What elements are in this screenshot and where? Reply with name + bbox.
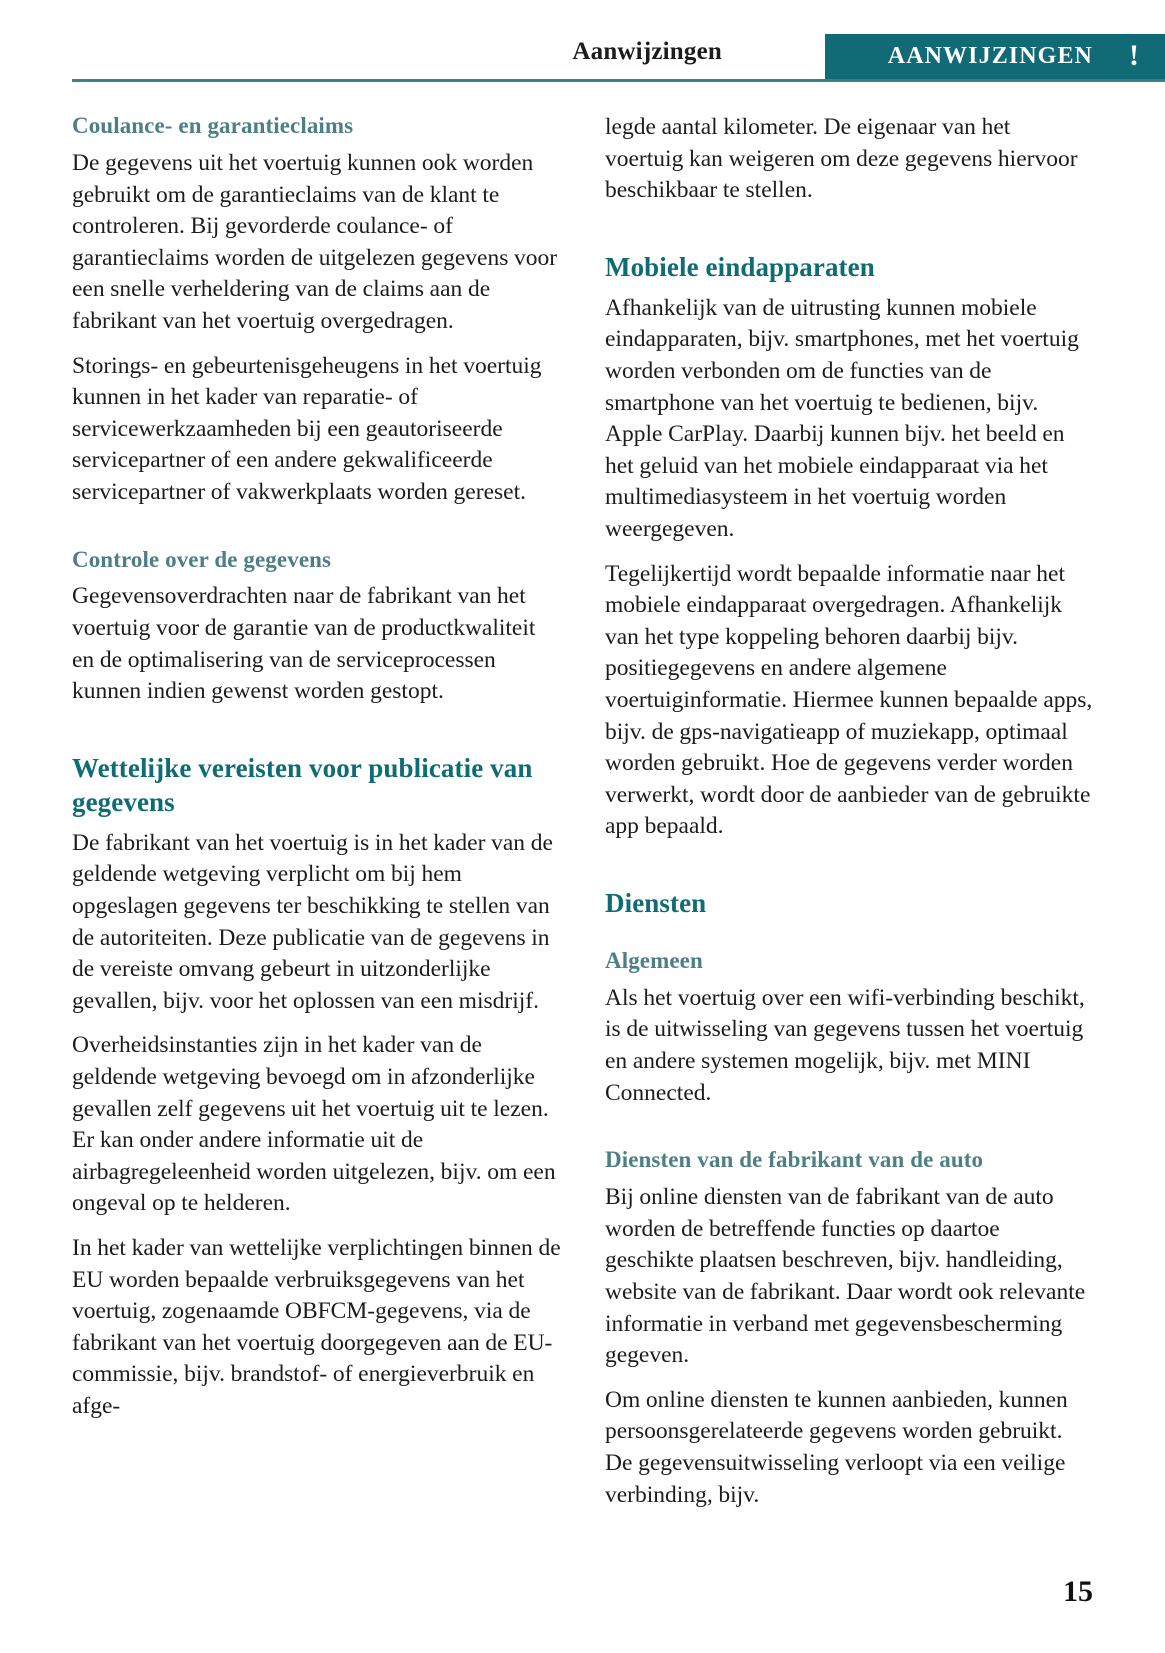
page-header — [0, 0, 1165, 92]
left-column — [72, 112, 561, 1511]
section-spacer — [605, 1122, 1094, 1146]
heading-diensten: Diensten — [605, 887, 707, 918]
header-chapter-tab — [825, 34, 1165, 79]
paragraph-coulance-2: Storings- en gebeurtenisgeheugens in het voertuig kunnen in het kader van reparatie- of servicewerkzaamheden bij een geautoriseerde servicepartner of een andere gekwalificeerde servicepartner of vakwerkplaats worden gereset. — [72, 352, 542, 505]
section-spacer — [605, 929, 1094, 947]
heading-algemeen: Algemeen — [605, 947, 703, 973]
section-spacer — [605, 856, 1094, 886]
exclamation-icon: ! — [1129, 38, 1139, 72]
header-chapter-title: Aanwijzingen — [572, 38, 722, 65]
paragraph-diensten-1: Bij online diensten van de fabrikant van de auto worden de betreffende functies op daartoe geschikte plaatsen beschreven, bijv. handleiding, website van de fabrikant. Daar wordt ook relevante informatie in verband met gegevensbescherming gegeven. — [605, 1184, 1086, 1369]
body-columns — [72, 112, 1094, 1511]
section-spacer — [72, 522, 561, 546]
right-column — [605, 112, 1094, 1511]
heading-controle-over-de-gegevens: Controle over de gegevens — [72, 546, 332, 572]
paragraph-coulance-1: De gegevens uit het voertuig kunnen ook worden gebruikt om de garantieclaims van de klant te controleren. Bij gevorderde coulance- of garantieclaims worden de uitgelezen gegevens voor een snelle verheldering van de claims aan de fabrikant van het voertuig overgedragen. — [72, 149, 558, 334]
paragraph-mobiele-2: Tegelijkertijd wordt bepaalde informatie naar het mobiele eindapparaat overgedragen. Afhankelijk van het type koppeling behoren daarbij bijv. positiegegevens en andere algemene voertuiginformatie. Hiermee kunnen bepaalde apps, bijv. de gps-navigatieapp of muziekapp, optimaal worden gebruikt. Hoe de gegevens verder worden verwerkt, wordt door de aanbieder van de gebruikte app bepaald. — [605, 560, 1093, 840]
paragraph-continued-from-left: legde aantal kilometer. De eigenaar van het voertuig kan weigeren om deze gegevens hiervoor beschikbaar te stellen. — [605, 114, 1078, 204]
paragraph-algemeen-1: Als het voertuig over een wifi-verbinding beschikt, is de uitwisseling van gegevens tussen het voertuig en andere systemen mogelijk, bijv. met MINI Connected. — [605, 984, 1085, 1106]
paragraph-mobiele-1: Afhankelijk van de uitrusting kunnen mobiele eindapparaten, bijv. smartphones, met het voertuig worden verbonden om de functies van de smartphone van het voertuig te bedienen, bijv. Apple CarPlay. Daarbij kunnen bijv. het beeld en het geluid van het mobiele eindapparaat via het multimediasysteem in het voertuig worden weergegeven. — [605, 294, 1079, 542]
paragraph-wettelijke-3: In het kader van wettelijke verplichtingen binnen de EU worden bepaalde verbruiksgegevens van het voertuig, zogenaamde OBFCM-gegevens, via de fabrikant van het voertuig doorgegeven aan de EU-commissie, bijv. brandstof- of energieverbruik en afge- — [72, 1235, 561, 1419]
paragraph-diensten-2: Om online diensten te kunnen aanbieden, kunnen persoonsgerelateerde gegevens worden gebruikt. De gegevensuitwisseling verloopt via een veilige verbinding, bijv. — [605, 1386, 1068, 1508]
heading-diensten-van-de-fabrikant: Diensten van de fabrikant van de auto — [605, 1147, 984, 1173]
page-number: 15 — [1063, 1575, 1093, 1608]
heading-mobiele-eindapparaten: Mobiele eindapparaten — [605, 251, 875, 282]
header-divider-rule — [72, 79, 1165, 82]
paragraph-controle-1: Gegevensoverdrachten naar de fabrikant van het voertuig voor de garantie van de productkwaliteit en de optimalisering van de serviceprocessen kunnen indien gewenst worden gestopt. — [72, 583, 536, 705]
paragraph-wettelijke-1: De fabrikant van het voertuig is in het kader van de geldende wetgeving verplicht om bij hem opgeslagen gegevens ter beschikking te stellen van de autoriteiten. Deze publicatie van de gegevens in de vereiste omvang gebeurt in uitzonderlijke gevallen, bijv. voor het oplossen van een misdrijf. — [72, 829, 553, 1014]
section-spacer — [72, 721, 561, 751]
header-tab-label: AANWIJZINGEN — [887, 43, 1093, 69]
paragraph-wettelijke-2: Overheidsinstanties zijn in het kader van de geldende wetgeving bevoegd om in afzonderlijke gevallen zelf gegevens uit het voertuig uit te lezen. Er kan onder andere informatie uit de airbagregeleenheid worden uitgelezen, bijv. om een ongeval op te helderen. — [72, 1032, 556, 1217]
heading-wettelijke-vereisten: Wettelijke vereisten voor publicatie van gegevens — [72, 752, 533, 817]
section-spacer — [605, 220, 1094, 250]
heading-coulance-en-garantieclaims: Coulance- en garantieclaims — [72, 113, 354, 138]
